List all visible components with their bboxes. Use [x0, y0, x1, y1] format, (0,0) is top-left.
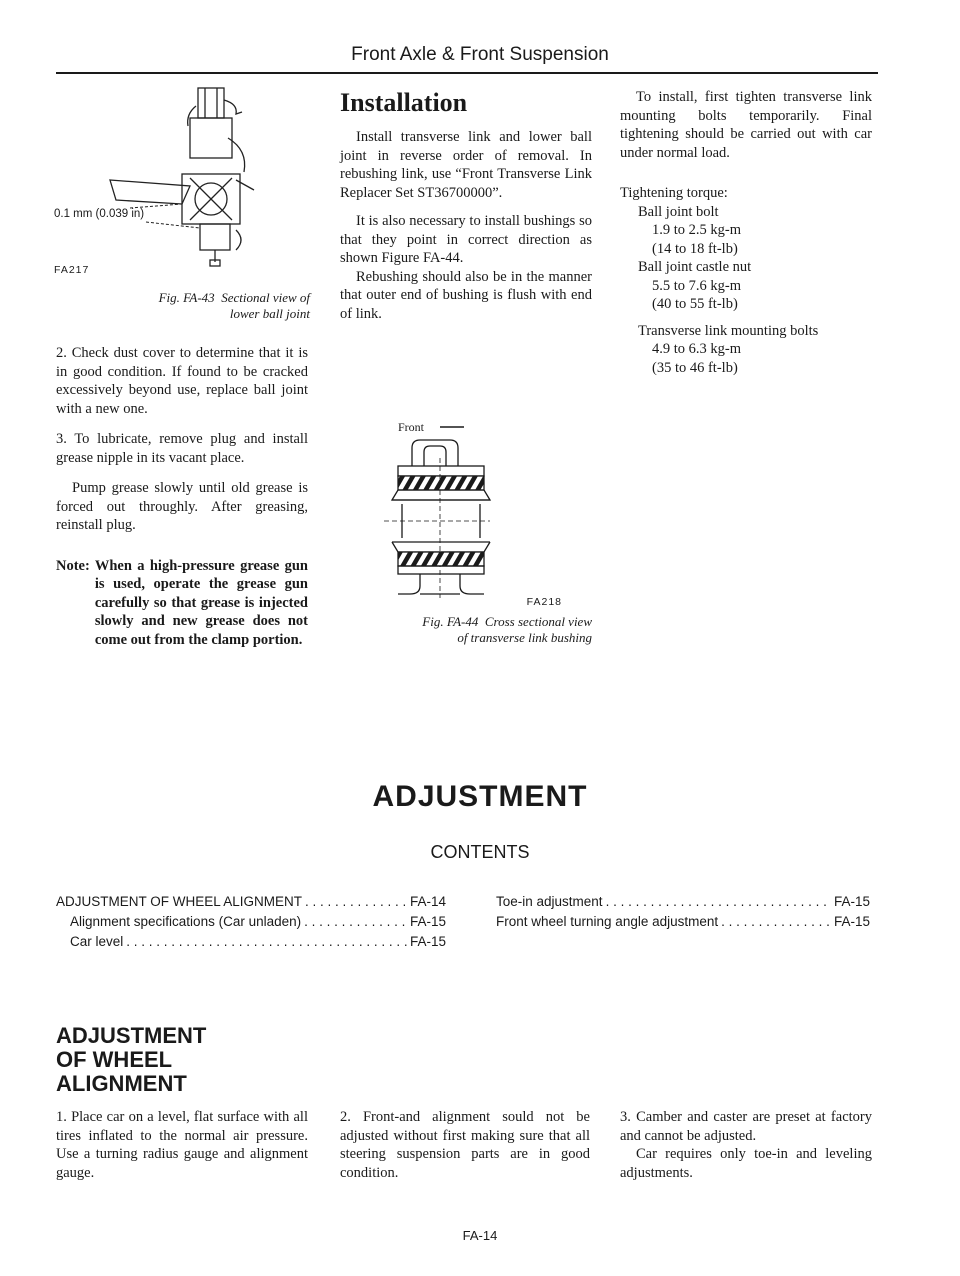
- toc-right: [496, 892, 870, 932]
- toc-entry[interactable]: [496, 912, 870, 932]
- spec-ball-joint-bolt: Ball joint bolt: [638, 203, 719, 220]
- figure-caption: [352, 614, 592, 646]
- toc-entry-label: Front wheel turning angle adjustment: [496, 914, 719, 929]
- toc-entry-page: FA-15: [409, 914, 446, 929]
- alignment-col2: [340, 1108, 590, 1182]
- alignment-step3b: Car requires only toe-in and leveling adjustments.: [620, 1146, 872, 1181]
- page-header-title: Front Axle & Front Suspension: [351, 44, 609, 65]
- toc-entry-label: Toe-in adjustment: [496, 894, 603, 909]
- spec-value-kgm: 4.9 to 6.3 kg-m: [652, 341, 742, 357]
- spec-value-kgm: 1.9 to 2.5 kg-m: [652, 222, 742, 238]
- caption-prefix: Fig. FA-43: [158, 290, 215, 305]
- contents-heading: CONTENTS: [430, 842, 530, 862]
- toc-entry[interactable]: [496, 892, 870, 912]
- bushing-diagram: [340, 418, 592, 608]
- toc-entry-page: FA-15: [833, 894, 870, 909]
- installation-section: [340, 88, 592, 323]
- figure-fa44: [340, 418, 592, 650]
- heading-line: ALIGNMENT: [56, 1071, 187, 1096]
- spec-value-ftlb: (35 to 46 ft-lb): [652, 359, 738, 376]
- caption-line1: Cross sectional view: [484, 614, 592, 629]
- spec-value-ftlb: (14 to 18 ft-lb): [652, 240, 738, 257]
- spec-value-ftlb: (40 to 55 ft-lb): [652, 296, 738, 312]
- toc-entry-page: FA-15: [409, 934, 446, 949]
- adjustment-heading: ADJUSTMENT: [372, 780, 588, 813]
- alignment-step1: 1. Place car on a level, flat surface with all tires inflated to the normal air pressure. Use a turning radius gauge and alignment gauge.: [56, 1109, 308, 1181]
- wheel-alignment-heading: [56, 1024, 206, 1096]
- torque-spec-list: [620, 184, 872, 377]
- left-column-text: [56, 344, 308, 649]
- step-3-paragraph: 3. To lubricate, remove plug and install grease nipple in its vacant place.: [56, 431, 308, 466]
- toc-entry-label: Car level: [70, 934, 124, 949]
- note-block: [56, 557, 308, 650]
- header-rule: [56, 72, 878, 74]
- alignment-step3: 3. Camber and caster are preset at factory and cannot be adjusted.: [620, 1109, 872, 1144]
- lower-ball-joint-diagram: [50, 82, 310, 282]
- toc-entry-label: ADJUSTMENT OF WHEEL ALIGNMENT: [56, 894, 303, 909]
- toc-entry-page: FA-15: [833, 914, 870, 929]
- toc-entry[interactable]: [56, 892, 446, 912]
- right-column: [620, 88, 872, 377]
- installation-para1: Install transverse link and lower ball joint in reverse order of removal. In rebushing link, use “Front Transverse Link Replacer Set ST36700000”.: [340, 129, 592, 201]
- toc-entry[interactable]: [56, 932, 446, 952]
- heading-line: OF WHEEL: [56, 1047, 173, 1072]
- installation-para2: It is also necessary to install bushings so that they point in correct direction as shown Figure FA-44.: [340, 213, 592, 266]
- spec-castle-nut: Ball joint castle nut: [638, 259, 752, 275]
- toc-entry-page: FA-14: [409, 894, 446, 909]
- toc-entry-label: Alignment specifications (Car unladen): [70, 914, 302, 929]
- installation-para3: Rebushing should also be in the manner that outer end of bushing is flush with end of link.: [340, 268, 592, 322]
- spec-value-kgm: 5.5 to 7.6 kg-m: [652, 277, 742, 294]
- heading-line: ADJUSTMENT: [56, 1023, 207, 1048]
- figure-code: FA218: [526, 596, 562, 608]
- note-text: When a high-pressure grease gun is used, operate the grease gun carefully so that grease is injected slowly and new grease does not come out from the clamp portion.: [94, 557, 308, 648]
- note-label: Note:: [56, 557, 90, 574]
- figure-code: FA217: [54, 264, 90, 276]
- alignment-step2: 2. Front-and alignment sould not be adjusted without first making sure that all steering suspension parts are in good condition.: [340, 1109, 590, 1181]
- caption-line2: lower ball joint: [229, 306, 310, 321]
- caption-prefix: Fig. FA-44: [422, 614, 479, 629]
- toc-left: [56, 892, 446, 952]
- pump-grease-paragraph: Pump grease slowly until old grease is forced out throughly. After greasing, reinstall plug.: [56, 480, 308, 533]
- caption-line1: Sectional view of: [221, 290, 310, 305]
- figure-caption: [80, 290, 310, 322]
- torque-title: Tightening torque:: [620, 185, 728, 201]
- step-2-paragraph: 2. Check dust cover to determine that it is in good condition. If found to be cracked excessively beyond use, replace ball joint with a new one.: [56, 345, 308, 417]
- tighten-paragraph: To install, first tighten transverse link mounting bolts temporarily. Final tightening should be carried out with car under normal load.: [620, 89, 872, 161]
- caption-line2: of transverse link bushing: [457, 630, 592, 645]
- clearance-label: 0.1 mm (0.039 in): [54, 208, 145, 220]
- alignment-col3: [620, 1108, 872, 1182]
- figure-fa43: [50, 82, 310, 322]
- page-number: FA-14: [462, 1228, 498, 1243]
- toc-entry[interactable]: [56, 912, 446, 932]
- spec-mounting-bolts: Transverse link mounting bolts: [638, 322, 819, 339]
- front-label: Front: [398, 420, 425, 434]
- installation-heading: Installation: [340, 88, 468, 117]
- alignment-col1: [56, 1108, 308, 1182]
